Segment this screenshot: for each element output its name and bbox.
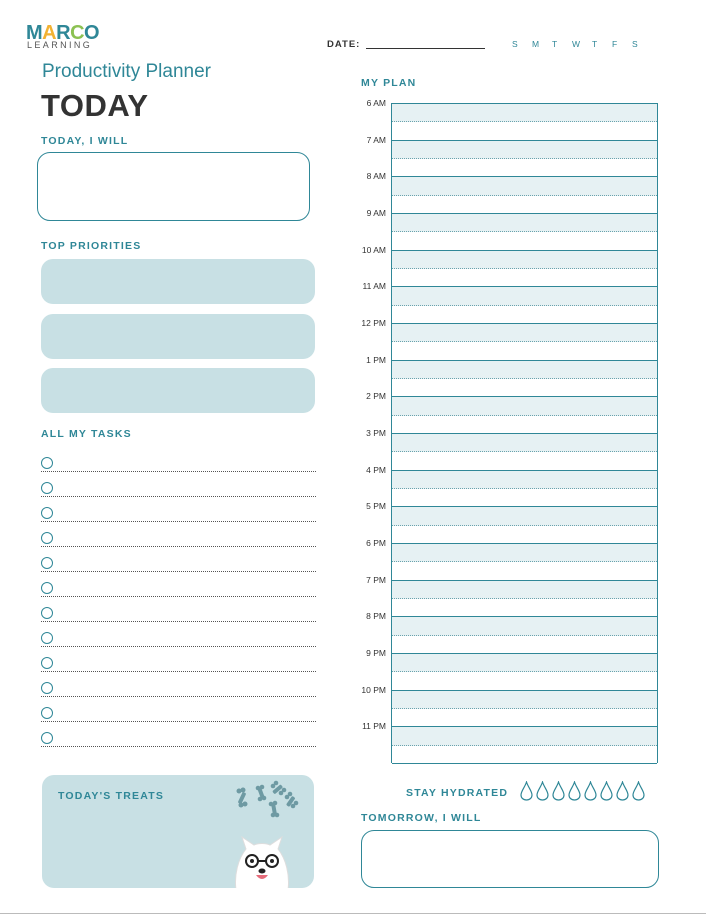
schedule-slot[interactable]	[392, 251, 657, 269]
task-line	[41, 596, 316, 597]
task-row[interactable]	[41, 657, 316, 671]
hour-label: 11 AM	[362, 281, 386, 292]
task-line	[41, 696, 316, 697]
schedule-slot[interactable]	[392, 122, 657, 140]
water-drop-icon[interactable]	[552, 781, 565, 801]
logo-letter: O	[84, 22, 100, 44]
schedule-slot[interactable]	[392, 342, 657, 360]
hydration-tracker	[520, 781, 645, 801]
task-checkbox[interactable]	[41, 557, 53, 569]
schedule-slot[interactable]	[392, 306, 657, 324]
dog-glasses-icon	[230, 835, 294, 888]
task-line	[41, 521, 316, 522]
schedule-slot[interactable]	[392, 159, 657, 177]
task-row[interactable]	[41, 632, 316, 646]
task-checkbox[interactable]	[41, 707, 53, 719]
hour-label: 9 AM	[366, 208, 386, 218]
weekday-option[interactable]: T	[552, 39, 558, 49]
schedule-slot[interactable]	[392, 507, 657, 525]
task-line	[41, 571, 316, 572]
schedule-slot[interactable]	[392, 654, 657, 672]
hour-label: 6 PM	[366, 538, 386, 549]
schedule-slot[interactable]	[392, 746, 657, 764]
task-row[interactable]	[41, 607, 316, 621]
today-will-box[interactable]	[37, 152, 310, 221]
tomorrow-label: TOMORROW, I WILL	[361, 812, 482, 824]
hour-label: 10 PM	[361, 684, 386, 695]
weekday-option[interactable]: F	[612, 39, 618, 49]
schedule-slot[interactable]	[392, 636, 657, 654]
task-checkbox[interactable]	[41, 582, 53, 594]
task-checkbox[interactable]	[41, 507, 53, 519]
hour-label: 4 PM	[366, 464, 386, 475]
bone-treats-icon	[232, 780, 307, 825]
schedule-slot[interactable]	[392, 361, 657, 379]
schedule-slot[interactable]	[392, 416, 657, 434]
tasks-label: ALL MY TASKS	[41, 428, 132, 440]
weekday-option[interactable]: T	[592, 39, 598, 49]
task-row[interactable]	[41, 682, 316, 696]
page-title: TODAY	[41, 88, 149, 123]
schedule-slot[interactable]	[392, 544, 657, 562]
schedule-slot[interactable]	[392, 691, 657, 709]
task-checkbox[interactable]	[41, 457, 53, 469]
hour-label: 1 PM	[366, 354, 386, 365]
water-drop-icon[interactable]	[568, 781, 581, 801]
priorities-label: TOP PRIORITIES	[41, 240, 142, 252]
hour-label: 8 AM	[366, 171, 386, 182]
hour-label: 7 AM	[366, 134, 386, 145]
schedule-slot[interactable]	[392, 709, 657, 727]
hour-label: 3 PM	[366, 428, 386, 439]
hour-label: 8 PM	[366, 611, 386, 622]
schedule-slot[interactable]	[392, 526, 657, 544]
logo-letter: R	[56, 22, 71, 44]
water-drop-icon[interactable]	[632, 781, 645, 801]
hour-label: 5 PM	[366, 501, 386, 512]
task-checkbox[interactable]	[41, 657, 53, 669]
schedule-slot[interactable]	[392, 232, 657, 250]
page-subtitle: Productivity Planner	[42, 61, 211, 82]
task-row[interactable]	[41, 707, 316, 721]
today-will-label: TODAY, I WILL	[41, 135, 129, 147]
task-row[interactable]	[41, 457, 316, 471]
schedule-slot[interactable]	[392, 581, 657, 599]
logo-letter: A	[42, 22, 57, 44]
task-line	[41, 746, 316, 747]
treats-box[interactable]	[42, 775, 314, 888]
task-line	[41, 496, 316, 497]
task-line	[41, 646, 316, 647]
priority-box[interactable]	[41, 259, 315, 304]
treats-label: TODAY'S TREATS	[58, 790, 165, 802]
task-checkbox[interactable]	[41, 607, 53, 619]
schedule-slot[interactable]	[392, 141, 657, 159]
bottom-divider	[0, 913, 706, 914]
schedule-grid[interactable]	[391, 103, 658, 763]
water-drop-icon[interactable]	[616, 781, 629, 801]
schedule-slot[interactable]	[392, 452, 657, 470]
schedule-slot[interactable]	[392, 489, 657, 507]
schedule-slot[interactable]	[392, 287, 657, 305]
schedule-slot[interactable]	[392, 379, 657, 397]
plan-label: MY PLAN	[361, 77, 417, 89]
task-line	[41, 471, 316, 472]
priority-box[interactable]	[41, 314, 315, 359]
logo-letter: C	[70, 22, 85, 44]
water-drop-icon[interactable]	[536, 781, 549, 801]
hour-label: 11 PM	[362, 721, 386, 732]
task-checkbox[interactable]	[41, 632, 53, 644]
weekday-selector	[512, 39, 652, 49]
schedule-slot[interactable]	[392, 214, 657, 232]
task-row[interactable]	[41, 732, 316, 746]
hour-label: 10 AM	[361, 244, 386, 255]
task-line	[41, 546, 316, 547]
task-checkbox[interactable]	[41, 682, 53, 694]
water-drop-icon[interactable]	[520, 781, 533, 801]
task-row[interactable]	[41, 532, 316, 546]
schedule-slot[interactable]	[392, 727, 657, 745]
schedule-slot[interactable]	[392, 324, 657, 342]
task-checkbox[interactable]	[41, 532, 53, 544]
task-checkbox[interactable]	[41, 732, 53, 744]
schedule-slot[interactable]	[392, 269, 657, 287]
tomorrow-box[interactable]	[361, 830, 659, 888]
task-row[interactable]	[41, 482, 316, 496]
priority-box[interactable]	[41, 368, 315, 413]
hour-label: 6 AM	[366, 98, 386, 108]
schedule-slot[interactable]	[392, 196, 657, 214]
weekday-option[interactable]: W	[572, 39, 581, 49]
hour-label: 7 PM	[366, 574, 386, 585]
hour-label: 2 PM	[366, 391, 386, 402]
weekday-option[interactable]: S	[512, 39, 519, 49]
task-row[interactable]	[41, 582, 316, 596]
task-checkbox[interactable]	[41, 482, 53, 494]
task-line	[41, 671, 316, 672]
task-line	[41, 721, 316, 722]
schedule-slot[interactable]	[392, 434, 657, 452]
schedule-slot[interactable]	[392, 397, 657, 415]
logo-letter: M	[26, 22, 43, 44]
hour-label: 12 PM	[361, 318, 386, 329]
date-field[interactable]	[366, 48, 485, 49]
weekday-option[interactable]: M	[532, 39, 540, 49]
task-row[interactable]	[41, 507, 316, 521]
hydration-label: STAY HYDRATED	[406, 787, 509, 799]
date-label: DATE:	[327, 39, 361, 50]
schedule-slot[interactable]	[392, 672, 657, 690]
task-row[interactable]	[41, 557, 316, 571]
hour-label: 9 PM	[366, 648, 386, 659]
task-line	[41, 621, 316, 622]
schedule-slot[interactable]	[392, 599, 657, 617]
schedule-slot[interactable]	[392, 617, 657, 635]
schedule-slot[interactable]	[392, 177, 657, 195]
water-drop-icon[interactable]	[600, 781, 613, 801]
schedule-slot[interactable]	[392, 471, 657, 489]
weekday-option[interactable]: S	[632, 39, 639, 49]
logo-learning: LEARNING	[27, 40, 93, 50]
schedule-slot[interactable]	[392, 562, 657, 580]
water-drop-icon[interactable]	[584, 781, 597, 801]
schedule-slot[interactable]	[392, 104, 657, 122]
